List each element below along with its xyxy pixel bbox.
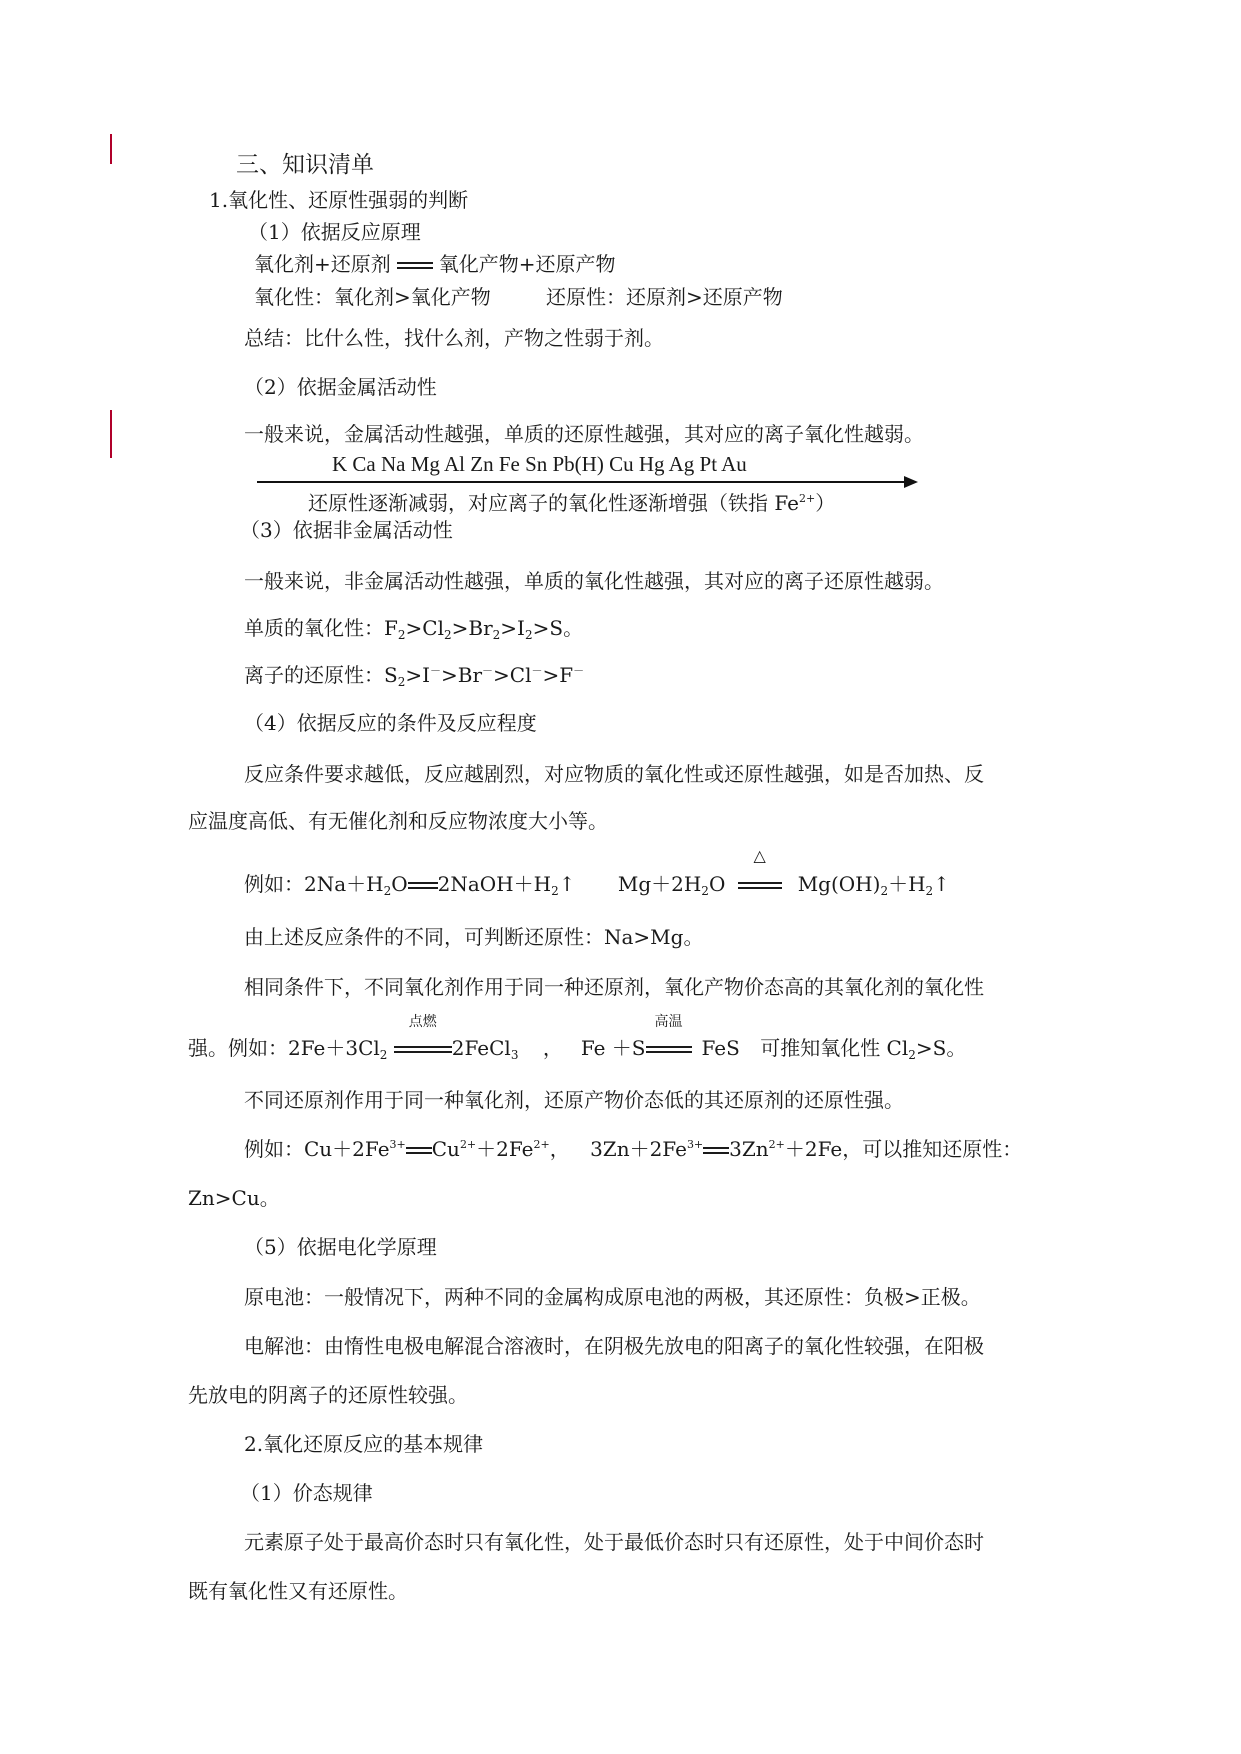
section-title: 三、知识清单 xyxy=(236,152,374,178)
paragraph: 既有氧化性又有还原性。 xyxy=(188,1579,408,1603)
paragraph: 元素原子处于最高价态时只有氧化性，处于最低价态时只有还原性，处于中间价态时 xyxy=(244,1530,984,1554)
paragraph: 一般来说，非金属活动性越强，单质的氧化性越强，其对应的离子还原性越弱。 xyxy=(244,569,944,593)
paragraph: 先放电的阴离子的还原性较强。 xyxy=(188,1383,468,1407)
example-result: Zn>Cu。 xyxy=(188,1186,280,1210)
revision-bar xyxy=(110,134,112,164)
high-temperature-condition-sign: 高温 xyxy=(646,1034,692,1062)
equals-sign xyxy=(397,250,433,278)
reaction-principle-formula: 氧化剂+还原剂 氧化产物+还原产物 xyxy=(254,252,616,276)
equals-sign xyxy=(408,870,438,898)
point-title: （5）依据电化学原理 xyxy=(244,1235,437,1259)
paragraph: 应温度高低、有无催化剂和反应物浓度大小等。 xyxy=(188,809,608,833)
galvanic-cell-rule: 原电池：一般情况下，两种不同的金属构成原电池的两极，其还原性：负极>正极。 xyxy=(244,1285,981,1309)
point-title: （3）依据非金属活动性 xyxy=(240,518,453,542)
metal-activity-series: K Ca Na Mg Al Zn Fe Sn Pb(H) Cu Hg Ag Pt Au xyxy=(332,452,747,476)
activity-arrow xyxy=(257,481,907,483)
oxidizing-comparison: 氧化性：氧化剂>氧化产物 xyxy=(254,285,491,309)
revision-bar xyxy=(110,410,112,458)
ignition-condition-sign: 点燃 xyxy=(394,1034,452,1062)
arrow-head-icon xyxy=(904,476,918,488)
paragraph: 一般来说，金属活动性越强，单质的还原性越强，其对应的离子氧化性越弱。 xyxy=(244,422,924,446)
example-reducing-zn-cu: 例如：$Cu+2Fe^{3+}$ $Cu^{2+}+2Fe^{2+}$， $3Zn+2Fe^{3+}$ $3Zn^{2+}+2Fe$，可以推知还原性： xyxy=(244,1137,1023,1161)
reducing-comparison: 还原性：还原剂>还原产物 xyxy=(546,285,783,309)
example-oxidizing-cl2-s: 强。例如：$2Fe+3Cl_2$ 点燃 2FeCl$_3$ ， Fe ＋S 高温 FeS 可推知氧化性 $Cl_2>S$。 xyxy=(188,1014,967,1062)
point-title: （2）依据金属活动性 xyxy=(244,375,437,399)
equals-sign xyxy=(406,1135,432,1163)
point-title: （1）依据反应原理 xyxy=(248,220,421,244)
heating-condition-sign: △ xyxy=(738,870,782,898)
subsection-title: 2.氧化还原反应的基本规律 xyxy=(244,1432,484,1456)
summary: 总结：比什么性，找什么剂，产物之性弱于剂。 xyxy=(244,326,664,350)
paragraph: 反应条件要求越低，反应越剧烈，对应物质的氧化性或还原性越强，如是否加热、反 xyxy=(244,762,984,786)
example-reactions-na-mg: 例如：$2Na+H_2O$ $2NaOH+H_2↑$ $Mg+2H_2O$ △ $Mg(OH)_2+H_2↑$ xyxy=(244,846,950,898)
paragraph: 相同条件下，不同氧化剂作用于同一种还原剂，氧化产物价态高的其氧化剂的氧化性 xyxy=(244,975,984,999)
conclusion: 由上述反应条件的不同，可判断还原性：Na>Mg。 xyxy=(244,925,704,949)
paragraph: 电解池：由惰性电极电解混合溶液时，在阴极先放电的阳离子的氧化性较强，在阳极 xyxy=(244,1334,984,1358)
element-oxidizing-order: 单质的氧化性：$F_2>Cl_2>Br_2>I_2>S$。 xyxy=(244,616,584,642)
paragraph: 不同还原剂作用于同一种氧化剂，还原产物价态低的其还原剂的还原性强。 xyxy=(244,1088,904,1112)
ion-reducing-order: 离子的还原性：$S_2>I^->Br^->Cl^->F^-$ xyxy=(244,663,585,689)
point-title: （4）依据反应的条件及反应程度 xyxy=(244,711,537,735)
equals-sign xyxy=(703,1135,729,1163)
point-title: （1）价态规律 xyxy=(240,1481,373,1505)
subsection-title: 1.氧化性、还原性强弱的判断 xyxy=(209,188,469,212)
metal-trend-caption: 还原性逐渐减弱，对应离子的氧化性逐渐增强（铁指 $Fe^{2+}$） xyxy=(308,491,836,515)
